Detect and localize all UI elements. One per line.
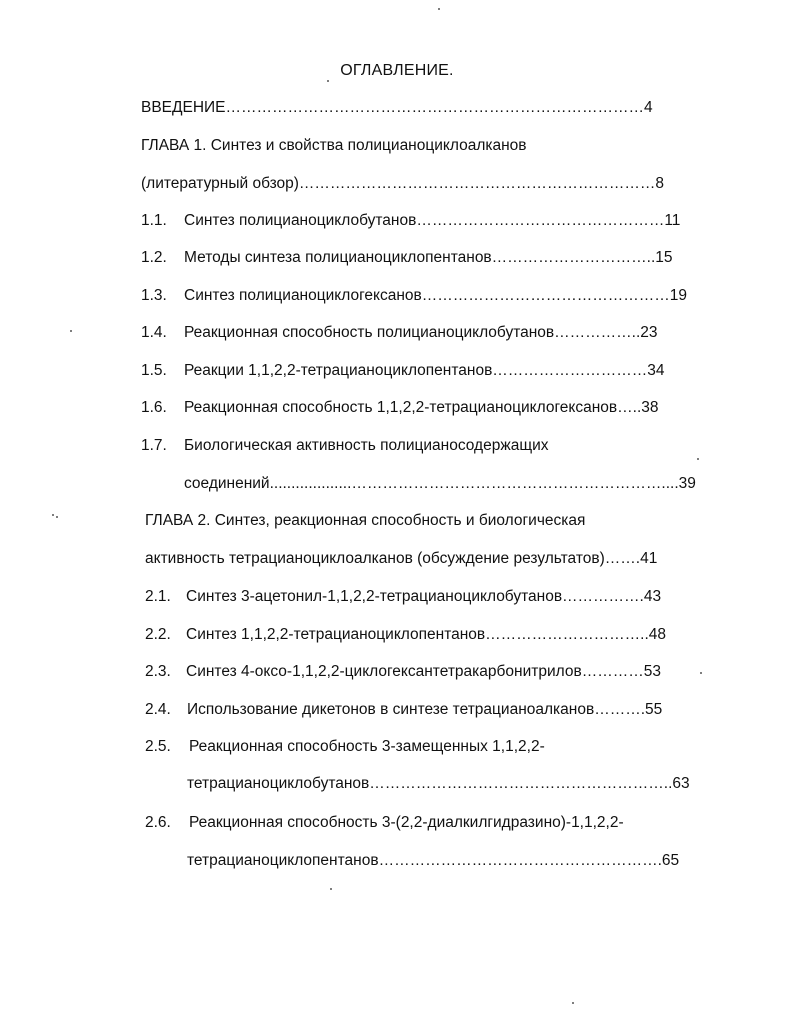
toc-entry-text: ГЛАВА 2. Синтез, реакционная способность и биологическая [145, 512, 586, 529]
toc-entry-number: 1.3. [141, 287, 167, 304]
toc-entry-number: 1.7. [141, 437, 167, 454]
toc-entry-text: активность тетрацианоциклоалканов (обсуждение результатов)…….41 [145, 550, 658, 567]
toc-entry-text: Использование дикетонов в синтезе тетрацианоалканов……….55 [187, 701, 663, 718]
scan-speck [330, 888, 332, 890]
toc-entry-text: Синтез 1,1,2,2-тетрацианоциклопентанов…………………………..48 [186, 626, 667, 643]
toc-entry-number: 1.1. [141, 212, 167, 229]
toc-entry-text: соединений...................……………………………………………………....39 [184, 475, 696, 492]
toc-entry-text: Реакции 1,1,2,2-тетрацианоциклопентанов…………………………34 [184, 362, 665, 379]
scan-speck [70, 330, 72, 332]
toc-entry-text: Реакционная способность 3-(2,2-диалкилгидразино)-1,1,2,2- [189, 814, 624, 831]
scan-speck [697, 458, 699, 460]
scan-speck [56, 516, 58, 518]
toc-entry-text: Реакционная способность 1,1,2,2-тетрацианоциклогексанов…..38 [184, 399, 659, 416]
toc-entry-number: 2.6. [145, 814, 171, 831]
toc-entry-text: Синтез 3-ацетонил-1,1,2,2-тетрацианоциклобутанов…………….43 [186, 588, 662, 605]
toc-entry-text: тетрацианоциклопентанов……………………………………………….65 [187, 852, 680, 869]
toc-entry-number: 2.2. [145, 626, 171, 643]
scan-speck [438, 8, 440, 10]
toc-entry-number: 1.2. [141, 249, 167, 266]
scan-speck [52, 514, 54, 516]
toc-entry-number: 2.5. [145, 738, 171, 755]
toc-entry-text: Реакционная способность 3-замещенных 1,1,2,2- [189, 738, 545, 755]
page-title: ОГЛАВЛЕНИЕ. [340, 62, 454, 79]
toc-entry-number: 2.1. [145, 588, 171, 605]
toc-entry-text: Синтез полицианоциклобутанов…………………………………………11 [184, 212, 681, 229]
toc-entry-text: Синтез 4-оксо-1,1,2,2-циклогексантетракарбонитрилов…………53 [186, 663, 661, 680]
toc-entry-text: Синтез полицианоциклогексанов…………………………………………19 [184, 287, 687, 304]
toc-entry-text: Реакционная способность полицианоциклобутанов……………..23 [184, 324, 658, 341]
toc-entry-number: 1.5. [141, 362, 167, 379]
toc-entry-number: 2.3. [145, 663, 171, 680]
toc-entry-text: ГЛАВА 1. Синтез и свойства полицианоциклоалканов [141, 137, 527, 154]
toc-entry-number: 1.6. [141, 399, 167, 416]
toc-entry-text: ВВЕДЕНИЕ………………………………………………………………………4 [141, 99, 653, 116]
toc-entry-text: Биологическая активность полицианосодержащих [184, 437, 549, 454]
scan-speck [572, 1002, 574, 1004]
toc-entry-text: (литературный обзор)……………………………………………………………8 [141, 175, 665, 192]
toc-entry-text: тетрацианоциклобутанов…………………………………………………..63 [187, 775, 690, 792]
scan-speck [700, 672, 702, 674]
toc-entry-number: 1.4. [141, 324, 167, 341]
scan-speck [327, 80, 329, 82]
toc-entry-number: 2.4. [145, 701, 171, 718]
toc-entry-text: Методы синтеза полицианоциклопентанов…………………………..15 [184, 249, 673, 266]
